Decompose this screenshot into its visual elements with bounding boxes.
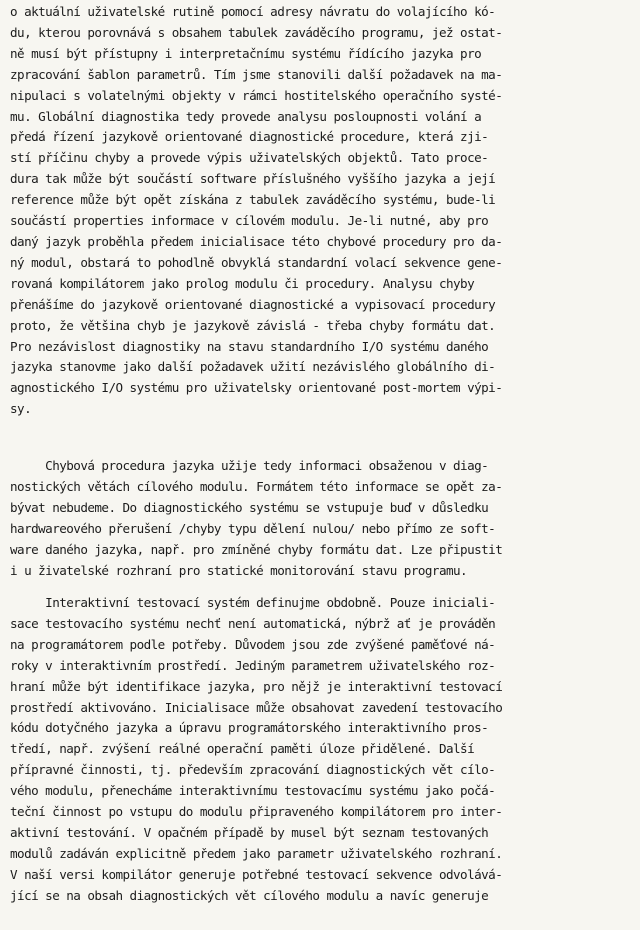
text-line: Pro nezávislost diagnostiky na stavu standardního I/O systému daného bbox=[10, 338, 489, 354]
text-line: proto, že většina chyb je jazykově závislá - třeba chyby formátu dat. bbox=[10, 317, 496, 333]
text-line: jící se na obsah diagnostických vět cílového modulu a navíc generuje bbox=[10, 887, 489, 903]
text-line: na programátorem podle potřeby. Důvodem jsou zde zvýšené paměťové ná- bbox=[10, 636, 496, 652]
text-line: vého modulu, přenecháme interaktivnímu testovacímu systému jako počá- bbox=[10, 783, 496, 799]
text-line: tředí, např. zvýšení reálné operační paměti úloze přidělené. Další bbox=[10, 741, 475, 757]
paragraph-error-procedure bbox=[10, 456, 502, 581]
text-line: daný jazyk proběhla předem inicialisace této chybové procedury pro da- bbox=[10, 233, 503, 249]
text-line: ně musí být přístupny i interpretačnímu systému řídícího jazyka pro bbox=[10, 45, 482, 61]
text-line: aktivní testování. V opačném případě by musel být seznam testovaných bbox=[10, 824, 489, 840]
paragraph-interactive-testing bbox=[10, 593, 502, 907]
text-line: jazyka stanovme jako další požadavek užití nezávislého globálního di- bbox=[10, 359, 496, 375]
text-line: stí příčinu chyby a provede výpis uživatelských objektů. Tato proce- bbox=[10, 150, 489, 166]
text-line: i u živatelské rozhraní pro statické monitorování stavu programu. bbox=[10, 562, 468, 578]
text-line: hardwareového přerušení /chyby typu dělení nulou/ nebo přímo ze soft- bbox=[10, 520, 496, 536]
text-line: prostředí aktivováno. Inicialisace může obsahovat zavedení testovacího bbox=[10, 699, 503, 715]
text-line: agnostického I/O systému pro uživatelsky orientované post-mortem výpi- bbox=[10, 380, 503, 396]
text-line: bývat nebudeme. Do diagnostického systému se vstupuje buď v důsledku bbox=[10, 499, 489, 515]
text-line: součástí properties informace v cílovém modulu. Je-li nutné, aby pro bbox=[10, 213, 489, 229]
text-line: o aktuální uživatelské rutině pomocí adresy návratu do volajícího kó- bbox=[10, 4, 496, 19]
text-line: Interaktivní testovací systém definujme obdobně. Pouze iniciali- bbox=[10, 595, 496, 610]
text-line: ware daného jazyka, např. pro zmíněné chyby formátu dat. Lze připustit bbox=[10, 541, 503, 557]
text-line: hraní může být identifikace jazyka, pro nějž je interaktivní testovací bbox=[10, 678, 503, 694]
text-line: sace testovacího systému nechť není automatická, nýbrž ať je prováděn bbox=[10, 615, 496, 631]
text-line: sy. bbox=[10, 401, 32, 417]
text-line: du, kterou porovnává s obsahem tabulek zaváděcího programu, jež ostat- bbox=[10, 24, 503, 40]
text-line: přípravné činnosti, tj. především zpracování diagnostických vět cílo- bbox=[10, 762, 496, 778]
text-line: rovaná kompilátorem jako prolog modulu či procedury. Analysu chyby bbox=[10, 275, 475, 291]
paragraph-global-diagnostics bbox=[10, 2, 502, 420]
text-line: reference může být opět získána z tabulek zaváděcího systému, bude-li bbox=[10, 192, 496, 208]
text-line: nipulaci s volatelnými objekty v rámci hostitelského operačního systé- bbox=[10, 87, 503, 103]
text-line: V naší versi kompilátor generuje potřebné testovací sekvence odvolává- bbox=[10, 866, 503, 882]
text-line: modulů zadáván explicitně předem jako parametr uživatelského rozhraní. bbox=[10, 845, 503, 861]
text-line: dura tak může být součástí software příslušného vyššího jazyka a její bbox=[10, 171, 496, 187]
text-line: ný modul, obstará to pohodlně obvyklá standardní volací sekvence gene- bbox=[10, 254, 503, 270]
text-line: nostických větách cílového modulu. Formátem této informace se opět za- bbox=[10, 478, 503, 494]
text-line: roky v interaktivním prostředí. Jediným parametrem uživatelského roz- bbox=[10, 657, 496, 673]
text-line: zpracování šablon parametrů. Tím jsme stanovili další požadavek na ma- bbox=[10, 66, 503, 82]
text-line: Chybová procedura jazyka užije tedy informaci obsaženou v diag- bbox=[10, 458, 489, 473]
text-line: kódu dotyčného jazyka a úpravu programátorského interaktivního pros- bbox=[10, 720, 489, 736]
text-line: předá řízení jazykově orientované diagnostické procedure, která zji- bbox=[10, 129, 489, 145]
text-line: mu. Globální diagnostika tedy provede analysu posloupnosti volání a bbox=[10, 108, 482, 124]
text-line: přenášíme do jazykově orientované diagnostické a vypisovací procedury bbox=[10, 296, 496, 312]
text-line: teční činnost po vstupu do modulu připraveného kompilátorem pro inter- bbox=[10, 804, 503, 820]
